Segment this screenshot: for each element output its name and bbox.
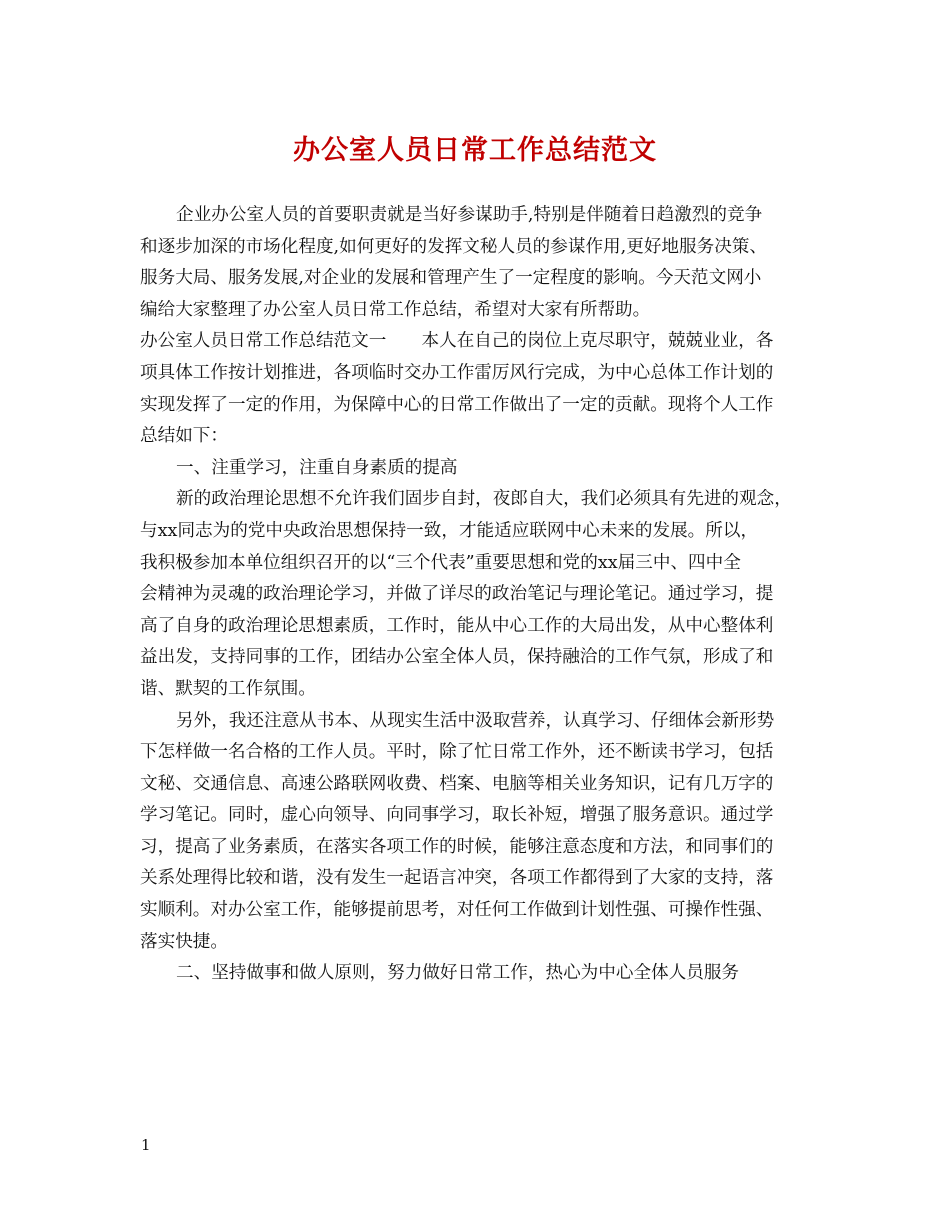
text-line: 办公室人员日常工作总结范文一 本人在自己的岗位上克尽职守，兢兢业业，各 <box>140 331 774 352</box>
text-line: 新的政治理论思想不允许我们固步自封，夜郎自大，我们必须具有先进的观念， <box>176 489 792 510</box>
text-line: 学习笔记。同时，虚心向领导、向同事学习，取长补短，增强了服务意识。通过学 <box>140 805 774 826</box>
text-line: 实现发挥了一定的作用，为保障中心的日常工作做出了一定的贡献。现将个人工作 <box>140 394 774 415</box>
text-line: 谐、默契的工作氛围。 <box>140 678 316 699</box>
text-line: 下怎样做一名合格的工作人员。平时，除了忙日常工作外，还不断读书学习，包括 <box>140 742 774 763</box>
text-line: 会精神为灵魂的政治理论学习，并做了详尽的政治笔记与理论笔记。通过学习，提 <box>140 584 774 605</box>
text-line: 我积极参加本单位组织召开的以“三个代表”重要思想和党的xx届三中、四中全 <box>140 552 741 573</box>
text-line: 高了自身的政治理论思想素质，工作时，能从中心工作的大局出发，从中心整体利 <box>140 615 774 636</box>
text-line: 总结如下： <box>140 426 228 447</box>
text-line: 与xx同志为的党中央政治思想保持一致，才能适应联网中心未来的发展。所以， <box>140 520 759 541</box>
document-title: 办公室人员日常工作总结范文 <box>293 135 657 166</box>
page-number: 1 <box>141 1136 151 1154</box>
text-line: 项具体工作按计划推进，各项临时交办工作雷厉风行完成，为中心总体工作计划的 <box>140 362 774 383</box>
section-heading: 二、坚持做事和做人原则，努力做好日常工作，热心为中心全体人员服务 <box>176 963 740 984</box>
text-line: 企业办公室人员的首要职责就是当好参谋助手,特别是伴随着日趋激烈的竞争 <box>176 205 763 225</box>
text-line: 文秘、交通信息、高速公路联网收费、档案、电脑等相关业务知识，记有几万字的 <box>140 773 774 794</box>
text-line: 落实快捷。 <box>140 931 228 952</box>
document-body <box>140 200 820 990</box>
text-line: 习，提高了业务素质，在落实各项工作的时候，能够注意态度和方法，和同事们的 <box>140 836 774 857</box>
text-line: 和逐步加深的市场化程度,如何更好的发挥文秘人员的参谋作用,更好地服务决策、 <box>140 236 767 257</box>
section-heading: 一、注重学习，注重自身素质的提高 <box>176 457 458 478</box>
text-line: 益出发，支持同事的工作，团结办公室全体人员，保持融洽的工作气氛，形成了和 <box>140 647 774 668</box>
text-line: 实顺利。对办公室工作，能够提前思考，对任何工作做到计划性强、可操作性强、 <box>140 900 774 921</box>
text-line: 服务大局、服务发展,对企业的发展和管理产生了一定程度的影响。今天范文网小 <box>140 268 762 289</box>
text-line: 关系处理得比较和谐，没有发生一起语言冲突，各项工作都得到了大家的支持，落 <box>140 868 774 889</box>
text-line: 编给大家整理了办公室人员日常工作总结，希望对大家有所帮助。 <box>140 299 651 320</box>
text-line: 另外，我还注意从书本、从现实生活中汲取营养，认真学习、仔细体会新形势 <box>176 710 775 731</box>
